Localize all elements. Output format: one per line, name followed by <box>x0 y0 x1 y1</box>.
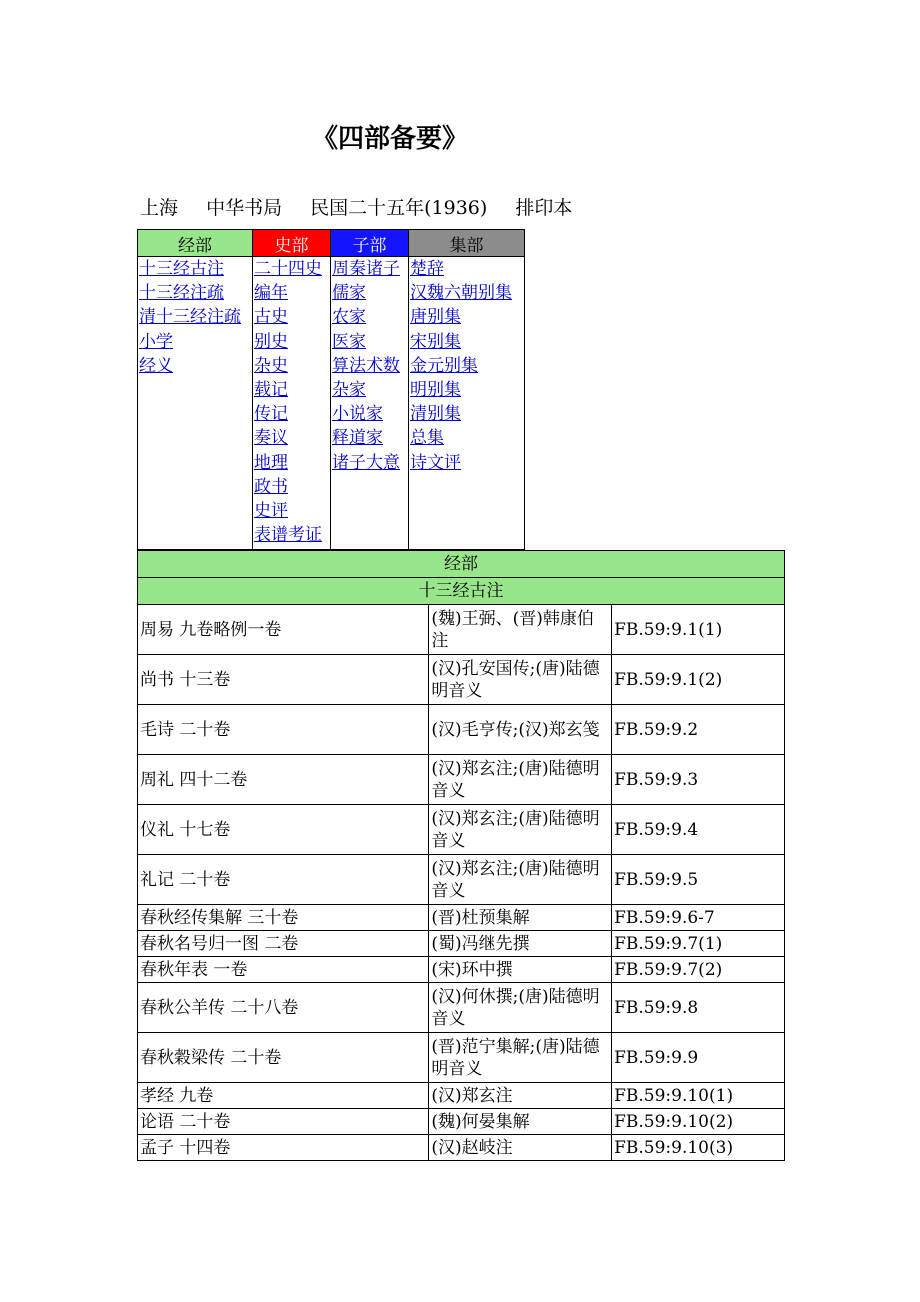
book-author-cell: (汉)郑玄注;(唐)陆德明音义 <box>429 755 612 805</box>
category-link[interactable]: 清十三经注疏 <box>139 307 241 328</box>
category-link[interactable]: 算法术数 <box>332 355 400 376</box>
call-number-cell: FB.59:9.4 <box>612 805 785 855</box>
category-link[interactable]: 农家 <box>332 307 366 328</box>
book-title-cell: 礼记 二十卷 <box>138 855 429 905</box>
category-link[interactable]: 杂史 <box>254 355 288 376</box>
category-link[interactable]: 经义 <box>139 355 173 376</box>
table-row <box>138 905 785 931</box>
book-author-cell: (汉)郑玄注 <box>429 1083 612 1109</box>
category-link[interactable]: 二十四史 <box>254 259 322 279</box>
category-link[interactable]: 楚辞 <box>410 259 444 279</box>
call-number-cell: FB.59:9.7(2) <box>612 957 785 983</box>
table-row <box>138 957 785 983</box>
category-list-ji <box>409 257 525 550</box>
page-title: 《四部备要》 <box>311 124 468 154</box>
book-author-cell: (汉)郑玄注;(唐)陆德明音义 <box>429 855 612 905</box>
book-title-cell: 毛诗 二十卷 <box>138 705 429 755</box>
category-link[interactable]: 传记 <box>254 404 288 425</box>
category-link[interactable]: 儒家 <box>332 283 366 304</box>
category-link[interactable]: 别史 <box>254 331 288 352</box>
category-link[interactable]: 奏议 <box>254 428 288 449</box>
category-link[interactable]: 汉魏六朝别集 <box>410 283 512 304</box>
book-title-cell: 春秋公羊传 二十八卷 <box>138 983 429 1033</box>
call-number-cell: FB.59:9.1(1) <box>612 605 785 655</box>
call-number-cell: FB.59:9.2 <box>612 705 785 755</box>
book-author-cell: (汉)毛亨传;(汉)郑玄笺 <box>429 705 612 755</box>
book-author-cell: (魏)何晏集解 <box>429 1109 612 1135</box>
category-header-zi: 子部 <box>331 230 409 257</box>
publication-publisher: 中华书局 <box>206 197 283 219</box>
table-row <box>138 855 785 905</box>
category-link[interactable]: 政书 <box>254 476 288 497</box>
call-number-cell: FB.59:9.5 <box>612 855 785 905</box>
publication-date: 民国二十五年(1936) <box>310 197 488 219</box>
category-link[interactable]: 史评 <box>254 501 288 522</box>
table-row <box>138 655 785 705</box>
book-author-cell: (晋)杜预集解 <box>429 905 612 931</box>
call-number-cell: FB.59:9.9 <box>612 1033 785 1083</box>
section-header: 经部 <box>138 551 785 578</box>
category-list-zi <box>331 257 409 550</box>
category-link[interactable]: 表谱考证 <box>254 525 322 546</box>
category-link[interactable]: 明别集 <box>410 380 461 401</box>
book-title-cell: 周易 九卷略例一卷 <box>138 605 429 655</box>
call-number-cell: FB.59:9.10(1) <box>612 1083 785 1109</box>
category-link[interactable]: 释道家 <box>332 428 383 449</box>
category-header-shi: 史部 <box>253 230 331 257</box>
table-row <box>138 1109 785 1135</box>
call-number-cell: FB.59:9.3 <box>612 755 785 805</box>
category-index-table <box>137 229 525 550</box>
category-link[interactable]: 编年 <box>254 283 288 304</box>
category-link[interactable]: 小说家 <box>332 404 383 425</box>
category-link[interactable]: 杂家 <box>332 380 366 401</box>
category-link[interactable]: 金元别集 <box>410 355 478 376</box>
table-row <box>138 705 785 755</box>
call-number-cell: FB.59:9.6-7 <box>612 905 785 931</box>
book-list-table <box>137 550 785 1161</box>
book-author-cell: (汉)孔安国传;(唐)陆德明音义 <box>429 655 612 705</box>
book-title-cell: 春秋穀梁传 二十卷 <box>138 1033 429 1083</box>
book-title-cell: 论语 二十卷 <box>138 1109 429 1135</box>
category-link[interactable]: 总集 <box>410 428 444 449</box>
category-link[interactable]: 宋别集 <box>410 331 461 352</box>
category-link[interactable]: 古史 <box>254 307 288 328</box>
table-row <box>138 983 785 1033</box>
table-row <box>138 755 785 805</box>
category-link[interactable]: 小学 <box>139 331 173 352</box>
book-author-cell: (晋)范宁集解;(唐)陆德明音义 <box>429 1033 612 1083</box>
call-number-cell: FB.59:9.10(3) <box>612 1135 785 1161</box>
category-link[interactable]: 十三经古注 <box>139 259 224 279</box>
table-row <box>138 805 785 855</box>
table-row <box>138 1135 785 1161</box>
table-row <box>138 1083 785 1109</box>
category-link[interactable]: 清别集 <box>410 404 461 425</box>
category-link[interactable]: 诸子大意 <box>332 452 400 473</box>
category-link[interactable]: 地理 <box>254 452 288 473</box>
book-title-cell: 周礼 四十二卷 <box>138 755 429 805</box>
category-link[interactable]: 诗文评 <box>410 452 461 473</box>
call-number-cell: FB.59:9.1(2) <box>612 655 785 705</box>
publication-edition: 排印本 <box>515 197 573 219</box>
book-author-cell: (蜀)冯继先撰 <box>429 931 612 957</box>
category-list-jing <box>138 257 253 550</box>
table-row <box>138 605 785 655</box>
book-author-cell: (汉)郑玄注;(唐)陆德明音义 <box>429 805 612 855</box>
book-title-cell: 春秋年表 一卷 <box>138 957 429 983</box>
category-header-jing: 经部 <box>138 230 253 257</box>
category-link[interactable]: 周秦诸子 <box>332 259 400 279</box>
publication-place: 上海 <box>140 197 179 219</box>
book-title-cell: 孝经 九卷 <box>138 1083 429 1109</box>
category-link[interactable]: 十三经注疏 <box>139 283 224 304</box>
book-author-cell: (汉)何休撰;(唐)陆德明音义 <box>429 983 612 1033</box>
category-link[interactable]: 唐别集 <box>410 307 461 328</box>
book-author-cell: (宋)环中撰 <box>429 957 612 983</box>
book-title-cell: 孟子 十四卷 <box>138 1135 429 1161</box>
book-title-cell: 春秋名号归一图 二卷 <box>138 931 429 957</box>
table-row <box>138 931 785 957</box>
call-number-cell: FB.59:9.8 <box>612 983 785 1033</box>
book-title-cell: 尚书 十三卷 <box>138 655 429 705</box>
book-author-cell: (汉)赵岐注 <box>429 1135 612 1161</box>
book-title-cell: 春秋经传集解 三十卷 <box>138 905 429 931</box>
publication-info <box>140 193 594 220</box>
call-number-cell: FB.59:9.7(1) <box>612 931 785 957</box>
section-subheader: 十三经古注 <box>138 578 785 605</box>
table-row <box>138 1033 785 1083</box>
book-author-cell: (魏)王弼、(晋)韩康伯注 <box>429 605 612 655</box>
category-list-shi <box>253 257 331 550</box>
book-title-cell: 仪礼 十七卷 <box>138 805 429 855</box>
category-link[interactable]: 医家 <box>332 331 366 352</box>
call-number-cell: FB.59:9.10(2) <box>612 1109 785 1135</box>
category-header-ji: 集部 <box>409 230 525 257</box>
category-link[interactable]: 载记 <box>254 380 288 401</box>
